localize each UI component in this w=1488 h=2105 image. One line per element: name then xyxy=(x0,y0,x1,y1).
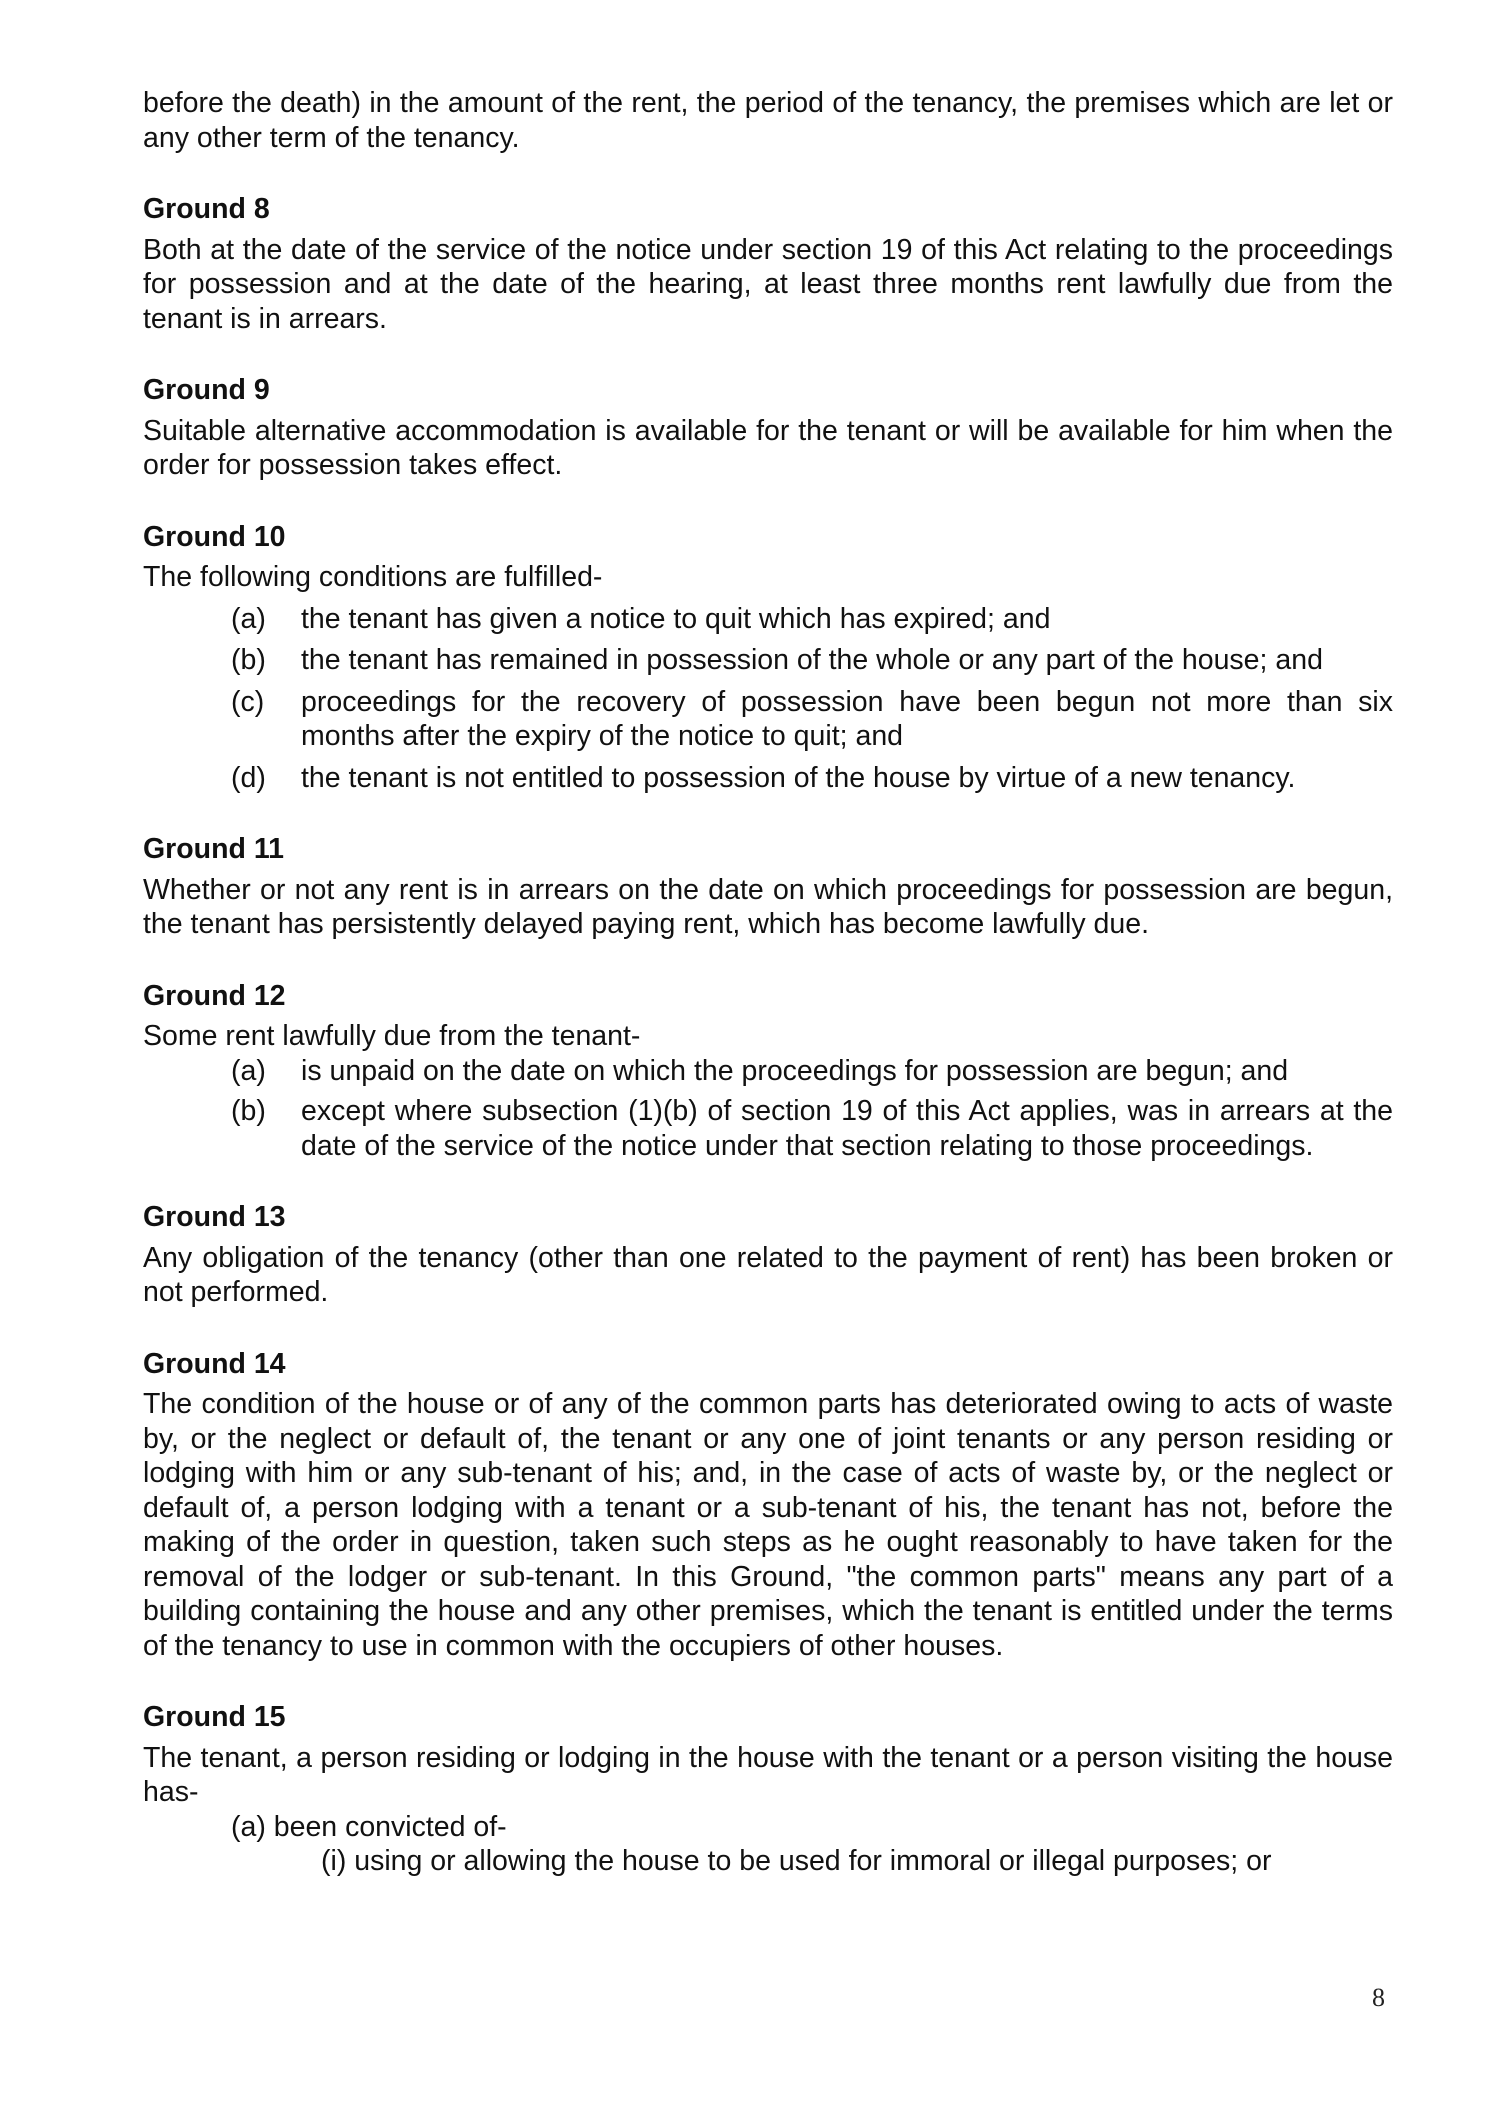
ground-8-section xyxy=(143,192,1393,336)
list-item-text: except where subsection (1)(b) of section 19 of this Act applies, was in arrears at the date of the service of the notice under that section relating to those proceedings. xyxy=(301,1095,1393,1162)
ground-8-text: Both at the date of the service of the notice under section 19 of this Act relating to the proceedings for possession and at the date of the hearing, at least three months rent lawfully due from the tenant is in arrears. xyxy=(143,233,1393,335)
ground-14-heading: Ground 14 xyxy=(143,1347,286,1380)
ground-12-list xyxy=(143,1054,1393,1164)
list-item xyxy=(231,1054,1393,1089)
ground-11-heading: Ground 11 xyxy=(143,833,284,865)
list-marker: (a) xyxy=(231,602,266,635)
ground-9-text: Suitable alternative accommodation is available for the tenant or will be available for him when the order for possession takes effect. xyxy=(143,414,1393,481)
list-item xyxy=(231,761,1393,796)
list-item-text: is unpaid on the date on which the proceedings for possession are begun; and xyxy=(301,1054,1289,1087)
ground-14-section xyxy=(143,1347,1393,1664)
list-marker: (b) xyxy=(231,644,266,676)
list-item xyxy=(231,685,1393,754)
ground-15-subitem-i: (i) using or allowing the house to be used for immoral or illegal purposes; or xyxy=(321,1845,1272,1877)
ground-13-heading: Ground 13 xyxy=(143,1201,286,1233)
ground-15-heading: Ground 15 xyxy=(143,1701,286,1733)
ground-12-text: Some rent lawfully due from the tenant- xyxy=(143,1020,641,1052)
ground-10-list xyxy=(143,602,1393,796)
ground-9-section xyxy=(143,373,1393,483)
ground-15-text: The tenant, a person residing or lodging in the house with the tenant or a person visiting the house has- xyxy=(143,1741,1393,1808)
ground-13-section xyxy=(143,1200,1393,1310)
ground-15-section xyxy=(143,1700,1393,1879)
ground-12-section xyxy=(143,979,1393,1164)
intro-paragraph: before the death) in the amount of the rent, the period of the tenancy, the premises which are let or any other term of the tenancy. xyxy=(143,87,1393,154)
list-marker: (d) xyxy=(231,761,266,794)
list-item-text: proceedings for the recovery of possession have been begun not more than six months after the expiry of the notice to quit; and xyxy=(301,685,1393,752)
ground-11-text: Whether or not any rent is in arrears on the date on which proceedings for possession are begun, the tenant has persistently delayed paying rent, which has become lawfully due. xyxy=(143,873,1393,940)
list-marker: (a) xyxy=(231,1054,266,1087)
list-item xyxy=(231,643,1393,678)
ground-15-subitem-a: (a) been convicted of- xyxy=(231,1810,507,1843)
list-item-text: the tenant has given a notice to quit which has expired; and xyxy=(301,602,1051,635)
ground-10-text: The following conditions are fulfilled- xyxy=(143,561,603,593)
ground-12-heading: Ground 12 xyxy=(143,979,286,1012)
ground-10-heading: Ground 10 xyxy=(143,520,286,553)
page-number: 8 xyxy=(1372,1983,1385,2012)
list-item-text: the tenant has remained in possession of the whole or any part of the house; and xyxy=(301,644,1323,676)
list-marker: (c) xyxy=(231,685,265,718)
list-item xyxy=(231,602,1393,637)
ground-8-heading: Ground 8 xyxy=(143,193,270,225)
ground-14-text: The condition of the house or of any of the common parts has deteriorated owing to acts of waste by, or the neglect or default of, the tenant or any one of joint tenants or any person residing or lodging with him or any sub-tenant of his; and, in the case of acts of waste by, or the neglect or default of, a person lodging with a tenant or a sub-tenant of his, the tenant has not, before the making of the order in question, taken such steps as he ought reasonably to have taken for the removal of the lodger or sub-tenant. In this Ground, "the common parts" means any part of a building containing the house and any other premises, which the tenant is entitled under the terms of the tenancy to use in common with the occupiers of other houses. xyxy=(143,1388,1393,1662)
ground-11-section xyxy=(143,832,1393,942)
ground-9-heading: Ground 9 xyxy=(143,374,270,406)
ground-10-section xyxy=(143,520,1393,796)
list-item xyxy=(231,1094,1393,1163)
document-page xyxy=(143,86,1393,1879)
list-marker: (b) xyxy=(231,1095,266,1127)
list-item-text: the tenant is not entitled to possession of the house by virtue of a new tenancy. xyxy=(301,761,1296,794)
ground-13-text: Any obligation of the tenancy (other than one related to the payment of rent) has been broken or not performed. xyxy=(143,1241,1393,1308)
